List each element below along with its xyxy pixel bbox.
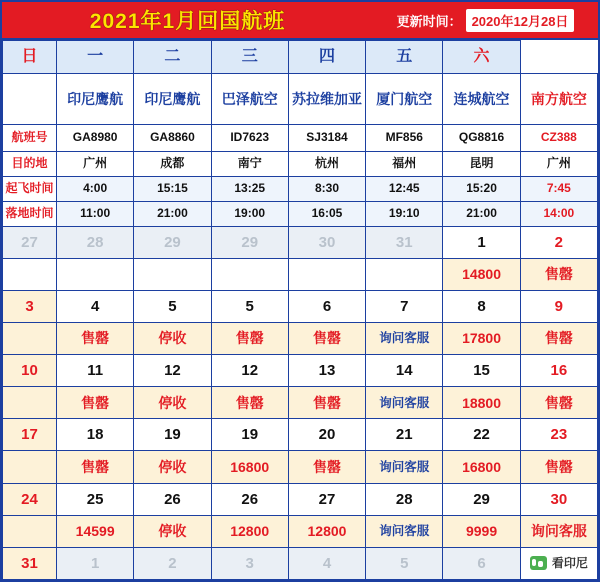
- price-w2-c4: 售罄: [288, 322, 365, 354]
- destination-0: 广州: [57, 151, 134, 176]
- date-w6-c1: 1: [57, 547, 134, 579]
- price-w3-c1: 售罄: [57, 387, 134, 419]
- date-w4-c2: 19: [134, 419, 211, 451]
- date-w3-c2: 12: [134, 355, 211, 387]
- date-w6-c5: 5: [366, 547, 443, 579]
- price-w3-c6: 18800: [443, 387, 520, 419]
- price-w4-c5: 询问客服: [366, 451, 443, 483]
- source-badge: [520, 547, 597, 579]
- schedule-table: [2, 40, 598, 580]
- price-row-week3: [3, 387, 598, 419]
- weekday-mon: 一: [57, 41, 134, 74]
- arrival-label: 落地时间: [3, 201, 57, 226]
- price-w5-c3: 12800: [211, 515, 288, 547]
- date-w5-c6: 29: [443, 483, 520, 515]
- price-w3-c0: [3, 387, 57, 419]
- airline-6: 南方航空: [520, 74, 597, 125]
- date-w3-c5: 14: [366, 355, 443, 387]
- departure-3: 8:30: [288, 176, 365, 201]
- price-row-week4: [3, 451, 598, 483]
- price-w5-c6: 9999: [443, 515, 520, 547]
- date-w1-c2: 29: [134, 226, 211, 258]
- airline-5: 连城航空: [443, 74, 520, 125]
- airline-1: 印尼鹰航: [134, 74, 211, 125]
- date-row-week2: [3, 290, 598, 322]
- price-w3-c5: 询问客服: [366, 387, 443, 419]
- airline-0: 印尼鹰航: [57, 74, 134, 125]
- arrival-4: 19:10: [366, 201, 443, 226]
- weekday-tue: 二: [134, 41, 211, 74]
- flight-no-6: CZ388: [520, 125, 597, 151]
- page-title: 2021年1月回国航班: [89, 10, 286, 33]
- price-w1-c2: [134, 258, 211, 290]
- price-w2-c6: 17800: [443, 322, 520, 354]
- airline-3: 苏拉维加亚: [288, 74, 365, 125]
- date-w4-c6: 22: [443, 419, 520, 451]
- date-row-week5: [3, 483, 598, 515]
- date-row-week6: [3, 547, 598, 579]
- date-w5-c0: 24: [3, 483, 57, 515]
- date-w6-c4: 4: [288, 547, 365, 579]
- departure-2: 13:25: [211, 176, 288, 201]
- price-w2-c1: 售罄: [57, 322, 134, 354]
- destination-4: 福州: [366, 151, 443, 176]
- flight-no-2: ID7623: [211, 125, 288, 151]
- price-w2-c3: 售罄: [211, 322, 288, 354]
- price-w4-c3: 16800: [211, 451, 288, 483]
- weekday-fri: 五: [366, 41, 443, 74]
- date-w5-c5: 28: [366, 483, 443, 515]
- flight-no-5: QG8816: [443, 125, 520, 151]
- date-w3-c4: 13: [288, 355, 365, 387]
- date-w1-c1: 28: [57, 226, 134, 258]
- departure-label: 起飞时间: [3, 176, 57, 201]
- date-w4-c1: 18: [57, 419, 134, 451]
- price-w4-c1: 售罄: [57, 451, 134, 483]
- flight-no-4: MF856: [366, 125, 443, 151]
- title-bar: [2, 2, 598, 40]
- flight-no-label: 航班号: [3, 125, 57, 151]
- airline-corner: [3, 74, 57, 125]
- flight-number-row: [3, 125, 598, 151]
- flight-no-1: GA8860: [134, 125, 211, 151]
- date-w2-c3: 5: [211, 290, 288, 322]
- date-row-week4: [3, 419, 598, 451]
- weekday-wed: 三: [211, 41, 288, 74]
- arrival-row: [3, 201, 598, 226]
- date-w1-c5: 31: [366, 226, 443, 258]
- date-w2-c1: 4: [57, 290, 134, 322]
- destination-5: 昆明: [443, 151, 520, 176]
- date-w3-c7: 16: [520, 355, 597, 387]
- weekday-thu: 四: [288, 41, 365, 74]
- destination-3: 杭州: [288, 151, 365, 176]
- destination-2: 南宁: [211, 151, 288, 176]
- date-w3-c0: 10: [3, 355, 57, 387]
- price-w1-c5: [366, 258, 443, 290]
- date-w4-c4: 20: [288, 419, 365, 451]
- departure-5: 15:20: [443, 176, 520, 201]
- date-w2-c2: 5: [134, 290, 211, 322]
- destination-label: 目的地: [3, 151, 57, 176]
- arrival-1: 21:00: [134, 201, 211, 226]
- price-w1-c3: [211, 258, 288, 290]
- price-w4-c2: 停收: [134, 451, 211, 483]
- date-w5-c3: 26: [211, 483, 288, 515]
- date-w2-c7: 9: [520, 290, 597, 322]
- arrival-3: 16:05: [288, 201, 365, 226]
- price-row-week1: [3, 258, 598, 290]
- date-w3-c6: 15: [443, 355, 520, 387]
- price-w5-c1: 14599: [57, 515, 134, 547]
- departure-1: 15:15: [134, 176, 211, 201]
- date-w1-c6: 1: [443, 226, 520, 258]
- price-w1-c6: 14800: [443, 258, 520, 290]
- flight-no-0: GA8980: [57, 125, 134, 151]
- price-w2-c7: 售罄: [520, 322, 597, 354]
- destination-1: 成都: [134, 151, 211, 176]
- price-row-week2: [3, 322, 598, 354]
- price-w5-c7: 询问客服: [520, 515, 597, 547]
- date-w2-c6: 8: [443, 290, 520, 322]
- airline-4: 厦门航空: [366, 74, 443, 125]
- price-w3-c2: 停收: [134, 387, 211, 419]
- date-w1-c0: 27: [3, 226, 57, 258]
- departure-4: 12:45: [366, 176, 443, 201]
- price-w2-c2: 停收: [134, 322, 211, 354]
- price-w4-c0: [3, 451, 57, 483]
- source-badge-label: 看印尼: [551, 555, 588, 570]
- destination-row: [3, 151, 598, 176]
- date-row-week3: [3, 355, 598, 387]
- weekday-header-row: [3, 41, 598, 74]
- date-w5-c2: 26: [134, 483, 211, 515]
- price-w2-c5: 询问客服: [366, 322, 443, 354]
- price-w5-c4: 12800: [288, 515, 365, 547]
- update-time-label: 更新时间：: [396, 13, 462, 29]
- date-w6-c6: 6: [443, 547, 520, 579]
- price-w4-c6: 16800: [443, 451, 520, 483]
- date-w4-c5: 21: [366, 419, 443, 451]
- weekday-sat: 六: [443, 41, 520, 74]
- flight-no-3: SJ3184: [288, 125, 365, 151]
- update-time-group: [373, 2, 598, 38]
- date-w4-c0: 17: [3, 419, 57, 451]
- date-w6-c3: 3: [211, 547, 288, 579]
- price-w1-c1: [57, 258, 134, 290]
- price-w4-c4: 售罄: [288, 451, 365, 483]
- price-row-week5: [3, 515, 598, 547]
- date-w6-c0: 31: [3, 547, 57, 579]
- date-w3-c3: 12: [211, 355, 288, 387]
- price-w2-c0: [3, 322, 57, 354]
- update-time-value: 2020年12月28日: [466, 9, 575, 32]
- wechat-icon: [530, 556, 547, 570]
- date-w5-c4: 27: [288, 483, 365, 515]
- date-w1-c4: 30: [288, 226, 365, 258]
- price-w1-c4: [288, 258, 365, 290]
- date-w1-c7: 2: [520, 226, 597, 258]
- arrival-6: 14:00: [520, 201, 597, 226]
- date-w4-c7: 23: [520, 419, 597, 451]
- date-w5-c1: 25: [57, 483, 134, 515]
- departure-row: [3, 176, 598, 201]
- price-w3-c7: 售罄: [520, 387, 597, 419]
- departure-6: 7:45: [520, 176, 597, 201]
- date-w6-c2: 2: [134, 547, 211, 579]
- date-w4-c3: 19: [211, 419, 288, 451]
- arrival-5: 21:00: [443, 201, 520, 226]
- price-w4-c7: 售罄: [520, 451, 597, 483]
- destination-6: 广州: [520, 151, 597, 176]
- price-w3-c3: 售罄: [211, 387, 288, 419]
- date-row-week1: [3, 226, 598, 258]
- price-w5-c5: 询问客服: [366, 515, 443, 547]
- arrival-2: 19:00: [211, 201, 288, 226]
- price-w3-c4: 售罄: [288, 387, 365, 419]
- arrival-0: 11:00: [57, 201, 134, 226]
- price-w5-c0: [3, 515, 57, 547]
- price-w5-c2: 停收: [134, 515, 211, 547]
- airline-row: [3, 74, 598, 125]
- date-w1-c3: 29: [211, 226, 288, 258]
- date-w3-c1: 11: [57, 355, 134, 387]
- weekday-sun: 日: [3, 41, 57, 74]
- price-w1-c0: [3, 258, 57, 290]
- price-w1-c7: 售罄: [520, 258, 597, 290]
- date-w5-c7: 30: [520, 483, 597, 515]
- date-w2-c0: 3: [3, 290, 57, 322]
- date-w2-c5: 7: [366, 290, 443, 322]
- departure-0: 4:00: [57, 176, 134, 201]
- date-w2-c4: 6: [288, 290, 365, 322]
- airline-2: 巴泽航空: [211, 74, 288, 125]
